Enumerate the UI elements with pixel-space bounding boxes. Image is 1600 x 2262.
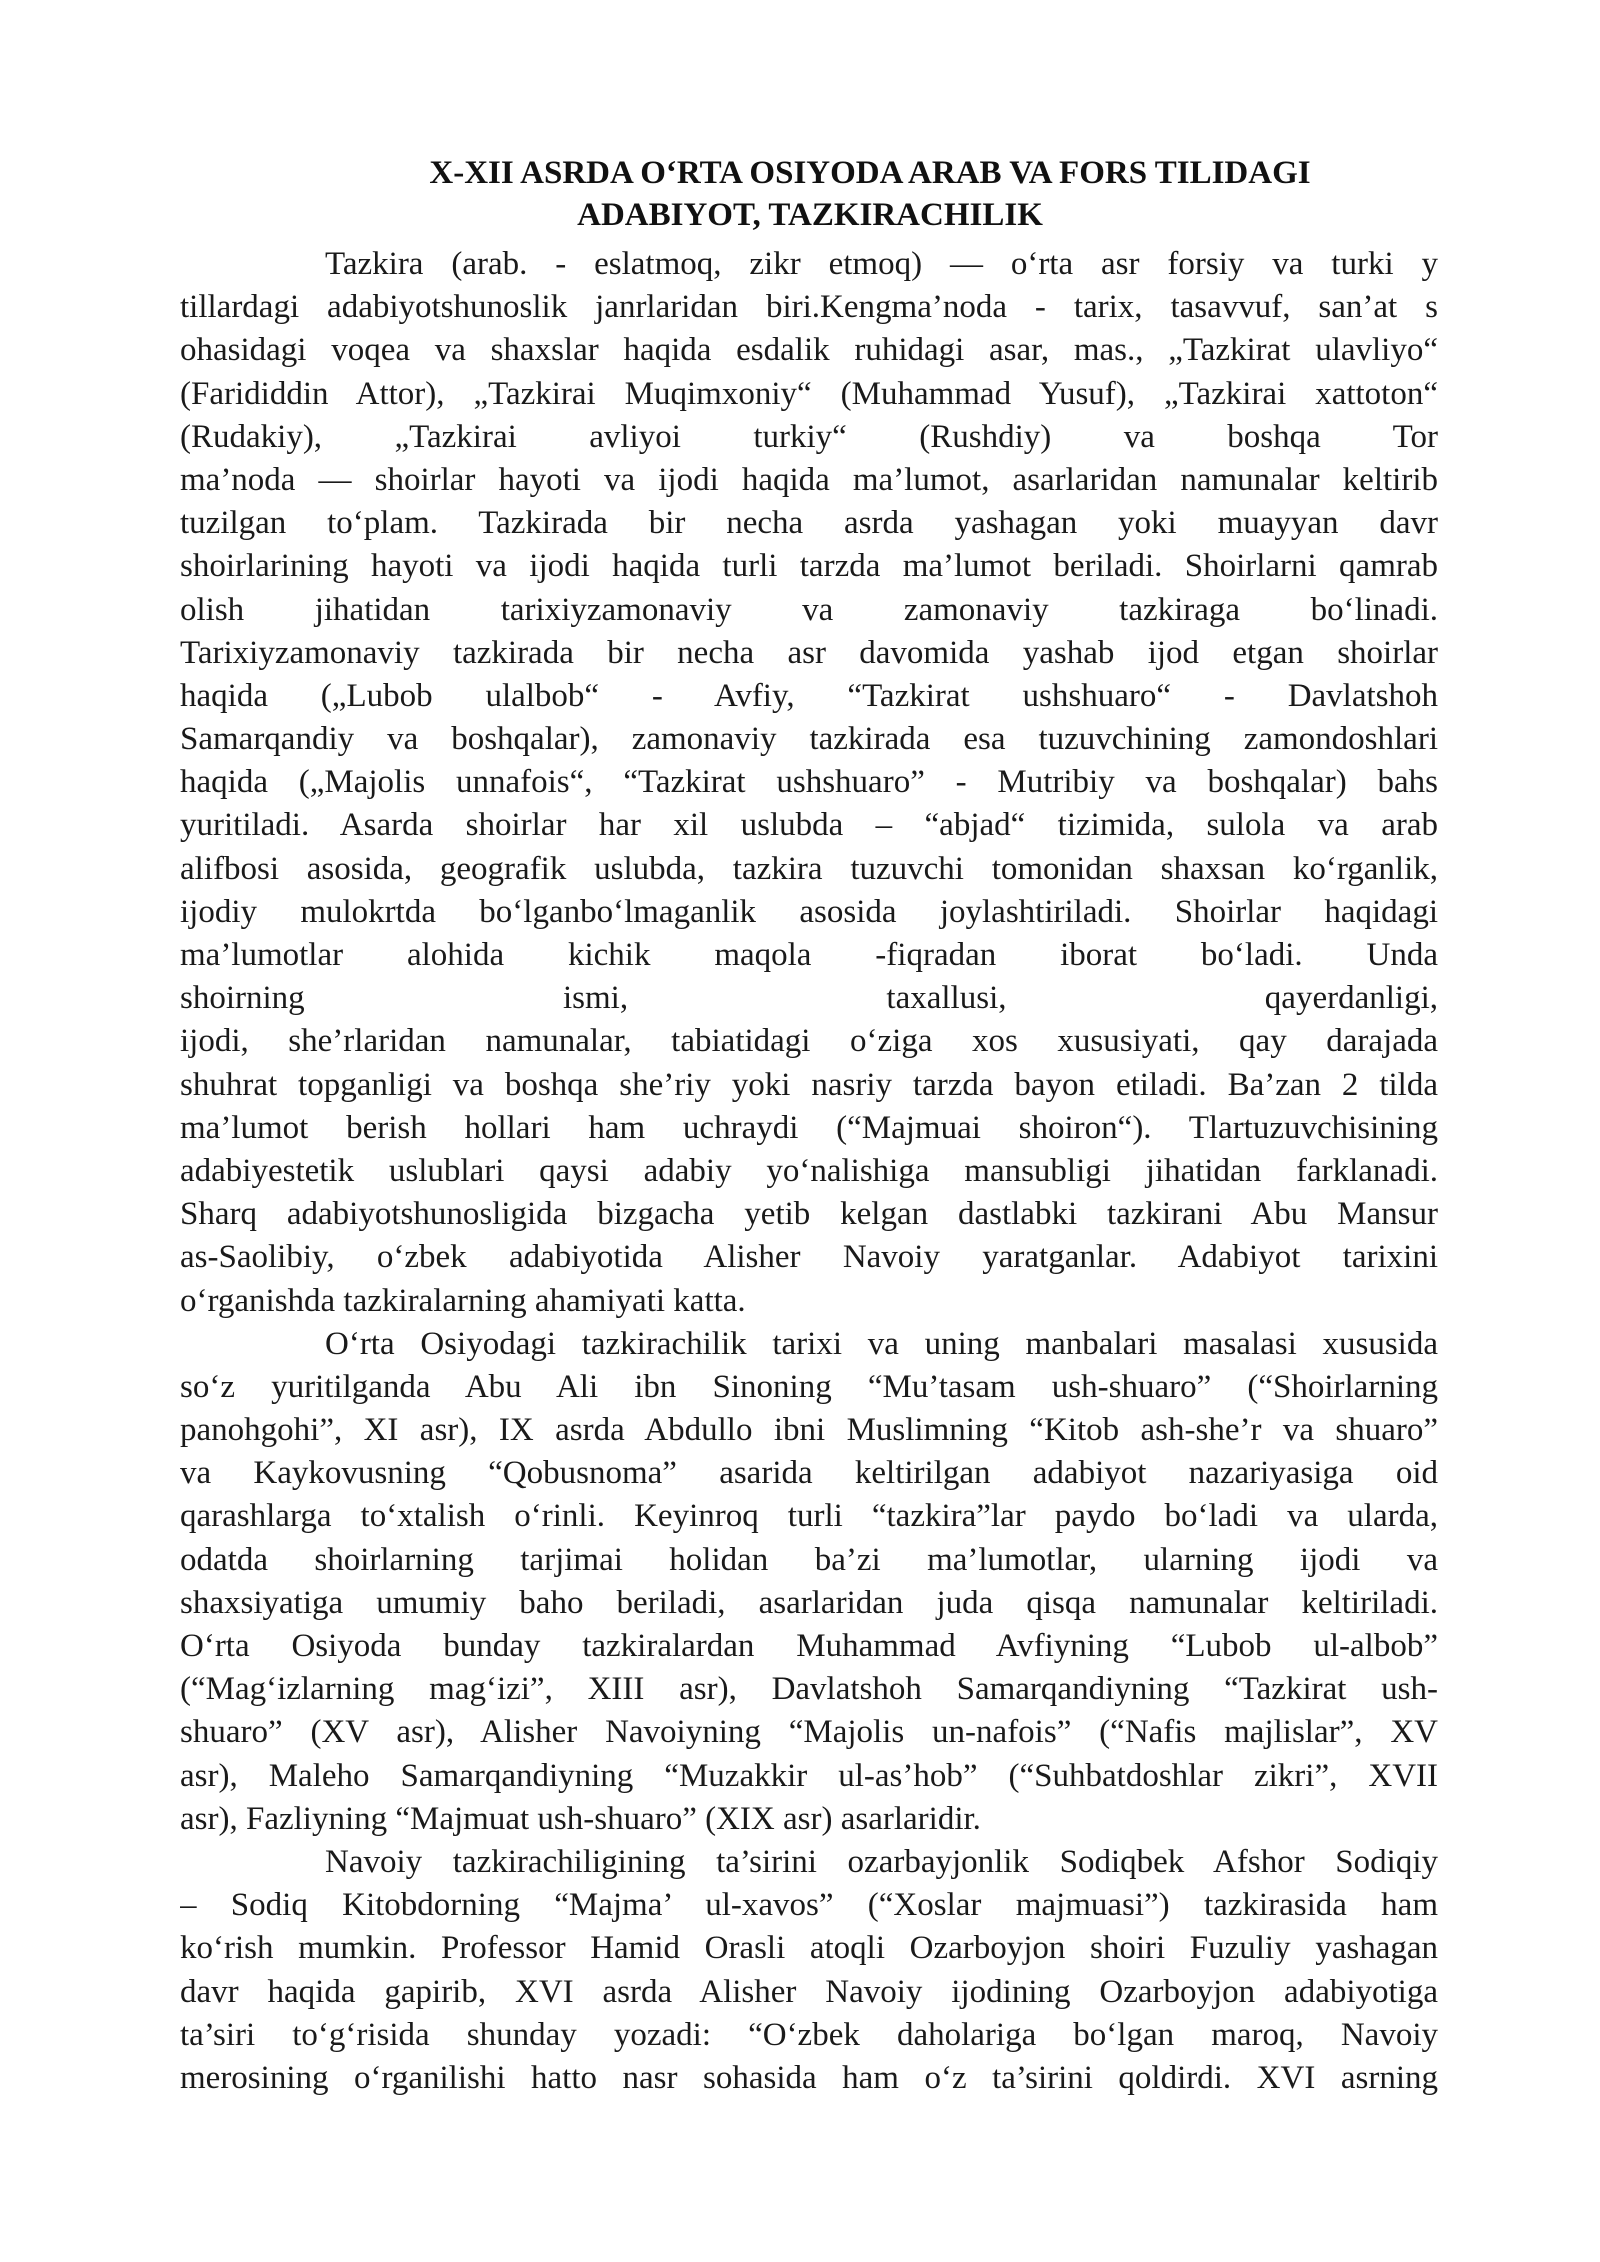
text-line: ijodiy mulokrtda bo‘lganbo‘lmaganlik asosida joylashtiriladi. Shoirlar haqidagi bbox=[180, 893, 1438, 930]
text-line: Samarqandiy va boshqalar), zamonaviy tazkirada esa tuzuvchining zamondoshlari bbox=[180, 721, 1438, 758]
text-line: Tazkira (arab. - eslatmoq, zikr etmoq) — o‘rta asr forsiy va turki y bbox=[325, 246, 1438, 282]
text-line: (“Mag‘izlarning mag‘izi”, XIII asr), Davlatshoh Samarqandiyning “Tazkirat ush- bbox=[180, 1671, 1438, 1708]
text-line: haqida („Majolis unnafois“, “Tazkirat ushshuaro” - Mutribiy va boshqalar) bahs bbox=[180, 764, 1438, 801]
text-line: Navoiy tazkirachiligining ta’sirini ozarbayjonlik Sodiqbek Afshor Sodiqiy bbox=[325, 1843, 1438, 1880]
document-title-line-2: ADABIYOT, TAZKIRACHILIK bbox=[577, 197, 1043, 233]
text-line: – Sodiq Kitobdorning “Majma’ ul-xavos” (“Xoslar majmuasi”) tazkirasida ham bbox=[180, 1887, 1438, 1924]
text-line: olish jihatidan tarixiyzamonaviy va zamonaviy tazkiraga bo‘linadi. bbox=[180, 591, 1438, 628]
text-line: yuritiladi. Asarda shoirlar har xil uslubda – “abjad“ tizimida, sulola va arab bbox=[180, 807, 1438, 844]
text-line: davr haqida gapirib, XVI asrda Alisher Navoiy ijodining Ozarboyjon adabiyotiga bbox=[180, 1973, 1438, 2010]
text-line: ma’noda — shoirlar hayoti va ijodi haqida ma’lumot, asarlaridan namunalar keltirib bbox=[180, 461, 1438, 498]
text-line: O‘rta Osiyoda bunday tazkiralardan Muhammad Avfiyning “Lubob ul-albob” bbox=[180, 1628, 1438, 1664]
document-title-line-1: X-XII ASRDA O‘RTA OSIYODA ARAB VA FORS TILIDAGI bbox=[429, 155, 1311, 191]
document-body bbox=[180, 243, 1438, 2100]
text-line: panohgohi”, XI asr), IX asrda Abdullo ibni Muslimning “Kitob ash-she’r va shuaro” bbox=[180, 1412, 1438, 1449]
text-line: adabiyestetik uslublari qaysi adabiy yo‘nalishiga mansubligi jihatidan farklanadi. bbox=[180, 1152, 1438, 1189]
text-line: Sharq adabiyotshunosligida bizgacha yetib kelgan dastlabki tazkirani Abu Mansur bbox=[180, 1196, 1438, 1233]
text-line: tuzilgan to‘plam. Tazkirada bir necha asrda yashagan yoki muayyan davr bbox=[180, 505, 1438, 542]
text-line: haqida („Lubob ulalbob“ - Avfiy, “Tazkirat ushshuaro“ - Davlatshoh bbox=[180, 677, 1438, 714]
text-line: (Farididdin Attor), „Tazkirai Muqimxoniy“ (Muhammad Yusuf), „Tazkirai xattoton“ bbox=[180, 375, 1438, 412]
text-line: ta’siri to‘g‘risida shunday yozadi: “O‘zbek daholariga bo‘lgan maroq, Navoiy bbox=[180, 2016, 1438, 2053]
text-line: o‘rganishda tazkiralarning ahamiyati katta. bbox=[180, 1282, 746, 1319]
text-line: shaxsiyatiga umumiy baho beriladi, asarlaridan juda qisqa namunalar keltiriladi. bbox=[180, 1584, 1438, 1621]
text-line: asr), Maleho Samarqandiyning “Muzakkir ul-as’hob” (“Suhbatdoshlar zikri”, XVII bbox=[180, 1757, 1438, 1794]
text-line: va Kaykovusning “Qobusnoma” asarida keltirilgan adabiyot nazariyasiga oid bbox=[180, 1455, 1438, 1492]
text-line: alifbosi asosida, geografik uslubda, tazkira tuzuvchi tomonidan shaxsan ko‘rganlik, bbox=[180, 850, 1438, 887]
text-line: tillardagi adabiyotshunoslik janrlaridan biri.Kengma’noda - tarix, tasavvuf, san’at s bbox=[180, 289, 1438, 326]
text-line: O‘rta Osiyodagi tazkirachilik tarixi va uning manbalari masalasi xususida bbox=[325, 1325, 1438, 1362]
text-line: asr), Fazliyning “Majmuat ush-shuaro” (XIX asr) asarlaridir. bbox=[180, 1800, 981, 1837]
text-line: shoirning ismi, taxallusi, qayerdanligi, bbox=[180, 980, 1438, 1017]
text-line: ohasidagi voqea va shaxslar haqida esdalik ruhidagi asar, mas., „Tazkirat ulavliyo“ bbox=[180, 332, 1438, 369]
text-line: odatda shoirlarning tarjimai holidan ba’zi ma’lumotlar, ularning ijodi va bbox=[180, 1541, 1438, 1578]
text-line: qarashlarga to‘xtalish o‘rinli. Keyinroq turli “tazkira”lar paydo bo‘ladi va ularda, bbox=[180, 1498, 1438, 1535]
text-line: so‘z yuritilganda Abu Ali ibn Sinoning “Mu’tasam ush-shuaro” (“Shoirlarning bbox=[180, 1368, 1438, 1405]
text-line: ijodi, she’rlaridan namunalar, tabiatidagi o‘ziga xos xususiyati, qay darajada bbox=[180, 1023, 1438, 1060]
text-line: merosining o‘rganilishi hatto nasr sohasida ham o‘z ta’sirini qoldirdi. XVI asrning bbox=[180, 2059, 1438, 2096]
text-line: as-Saolibiy, o‘zbek adabiyotida Alisher Navoiy yaratganlar. Adabiyot tarixini bbox=[180, 1239, 1438, 1276]
text-line: ma’lumotlar alohida kichik maqola -fiqradan iborat bo‘ladi. Unda bbox=[180, 937, 1438, 973]
text-line: shoirlarining hayoti va ijodi haqida turli tarzda ma’lumot beriladi. Shoirlarni qamrab bbox=[180, 548, 1438, 585]
text-line: shuhrat topganligi va boshqa she’riy yoki nasriy tarzda bayon etiladi. Ba’zan 2 tilda bbox=[180, 1066, 1438, 1103]
text-line: ma’lumot berish hollari ham uchraydi (“Majmuai shoiron“). Tlartuzuvchisining bbox=[180, 1109, 1438, 1146]
text-line: ko‘rish mumkin. Professor Hamid Orasli atoqli Ozarboyjon shoiri Fuzuliy yashagan bbox=[180, 1930, 1438, 1967]
text-line: (Rudakiy), „Tazkirai avliyoi turkiy“ (Rushdiy) va boshqa Tor bbox=[180, 418, 1438, 455]
text-line: Tarixiyzamonaviy tazkirada bir necha asr davomida yashab ijod etgan shoirlar bbox=[180, 634, 1438, 671]
text-line: shuaro” (XV asr), Alisher Navoiyning “Majolis un-nafois” (“Nafis majlislar”, XV bbox=[180, 1714, 1438, 1751]
